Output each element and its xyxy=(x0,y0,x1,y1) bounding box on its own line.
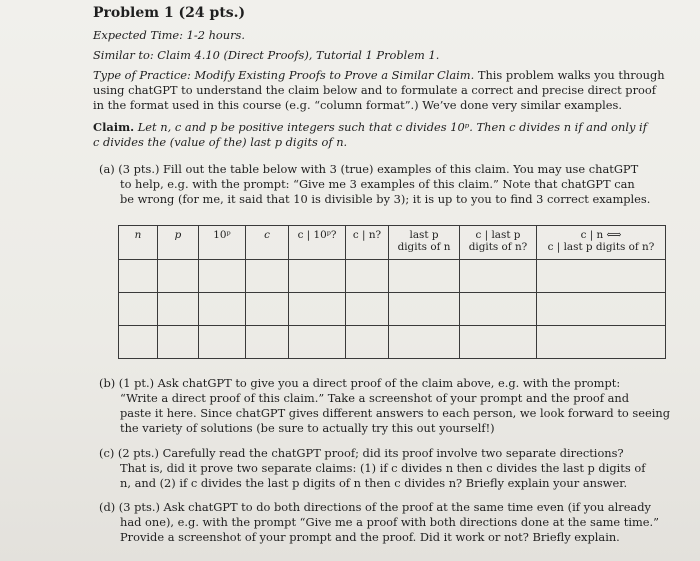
header-iff: c | n ⟺ c | last p digits of n? xyxy=(537,226,666,260)
table-cell[interactable] xyxy=(246,260,289,293)
table-cell[interactable] xyxy=(199,293,246,326)
part-c-line-1: (c) (2 pts.) Carefully read the chatGPT proof; did its proof involve two separate directions? xyxy=(99,446,624,460)
table-cell[interactable] xyxy=(119,293,158,326)
table-cell[interactable] xyxy=(246,326,289,359)
part-b-line-4: the variety of solutions (be sure to actually try this out yourself!) xyxy=(120,421,495,435)
table-cell[interactable] xyxy=(389,260,460,293)
table-cell[interactable] xyxy=(246,293,289,326)
table-cell[interactable] xyxy=(289,260,346,293)
table-row xyxy=(119,293,666,326)
part-b-line-3: paste it here. Since chatGPT gives different answers to each person, we look forward to seeing xyxy=(120,406,670,420)
table-cell[interactable] xyxy=(460,293,537,326)
practice-label: Type of Practice: Modify Existing Proofs to Prove a Similar Claim. xyxy=(93,68,475,82)
practice-text-1: This problem walks you through xyxy=(474,68,665,82)
practice-line-1 xyxy=(93,68,665,83)
part-d-line-2: had one), e.g. with the prompt “Give me a proof with both directions done at the same time.” xyxy=(120,515,659,529)
table-cell[interactable] xyxy=(199,260,246,293)
problem-title: Problem 1 (24 pts.) xyxy=(93,5,246,21)
practice-line-2: using chatGPT to understand the claim below and to formulate a correct and precise direct proof xyxy=(93,83,656,97)
table-cell[interactable] xyxy=(537,293,666,326)
claim-line-2: c divides the (value of the) last p digits of n. xyxy=(93,135,348,149)
table-cell[interactable] xyxy=(460,260,537,293)
header-c-divides-last-p: c | last p digits of n? xyxy=(460,226,537,260)
header-c: c xyxy=(246,226,289,260)
claim-label: Claim. xyxy=(93,120,135,134)
claim-text-1: Let n, c and p be positive integers such that c divides 10ᵖ. Then c divides n if and only if xyxy=(134,120,647,134)
part-d-line-1: (d) (3 pts.) Ask chatGPT to do both directions of the proof at the same time even (if you already xyxy=(99,500,651,514)
table-cell[interactable] xyxy=(158,293,199,326)
table-cell[interactable] xyxy=(389,326,460,359)
table-cell[interactable] xyxy=(537,326,666,359)
part-d-line-3: Provide a screenshot of your prompt and the proof. Did it work or not? Briefly explain. xyxy=(120,530,620,544)
table-cell[interactable] xyxy=(460,326,537,359)
header-c-divides-n: c | n? xyxy=(346,226,389,260)
part-a-line-3: be wrong (for me, it said that 10 is divisible by 3); it is up to you to find 3 correct examples. xyxy=(120,192,651,206)
header-n: n xyxy=(119,226,158,260)
table-row xyxy=(119,326,666,359)
table-cell[interactable] xyxy=(119,326,158,359)
practice-line-3: in the format used in this course (e.g. “column format”.) We’ve done very similar examples. xyxy=(93,98,622,112)
table-cell[interactable] xyxy=(158,326,199,359)
part-c-line-3: n, and (2) if c divides the last p digits of n then c divides n? Briefly explain your answer. xyxy=(120,476,628,490)
table-cell[interactable] xyxy=(537,260,666,293)
header-10p: 10ᵖ xyxy=(199,226,246,260)
expected-time: Expected Time: 1-2 hours. xyxy=(93,28,246,42)
header-last-p-digits: last p digits of n xyxy=(389,226,460,260)
part-a-line-1: (a) (3 pts.) Fill out the table below with 3 (true) examples of this claim. You may use chatGPT xyxy=(99,162,639,176)
table-cell[interactable] xyxy=(119,260,158,293)
table-cell[interactable] xyxy=(158,260,199,293)
table-cell[interactable] xyxy=(289,326,346,359)
header-p: p xyxy=(158,226,199,260)
table-cell[interactable] xyxy=(346,326,389,359)
table-header-row xyxy=(119,226,666,260)
table-cell[interactable] xyxy=(199,326,246,359)
table-cell[interactable] xyxy=(346,293,389,326)
table-cell[interactable] xyxy=(389,293,460,326)
part-b-line-1: (b) (1 pt.) Ask chatGPT to give you a direct proof of the claim above, e.g. with the prompt: xyxy=(99,376,621,390)
claim-line-1 xyxy=(93,120,647,135)
table-cell[interactable] xyxy=(289,293,346,326)
header-c-divides-10p: c | 10ᵖ? xyxy=(289,226,346,260)
part-a-line-2: to help, e.g. with the prompt: “Give me 3 examples of this claim.” Note that chatGPT can xyxy=(120,177,635,191)
part-b-line-2: “Write a direct proof of this claim.” Take a screenshot of your prompt and the proof and xyxy=(120,391,630,405)
table-cell[interactable] xyxy=(346,260,389,293)
similar-to: Similar to: Claim 4.10 (Direct Proofs), Tutorial 1 Problem 1. xyxy=(93,48,440,62)
table-row xyxy=(119,260,666,293)
part-c-line-2: That is, did it prove two separate claims: (1) if c divides n then c divides the last p digits of xyxy=(120,461,646,475)
examples-table xyxy=(118,225,666,359)
